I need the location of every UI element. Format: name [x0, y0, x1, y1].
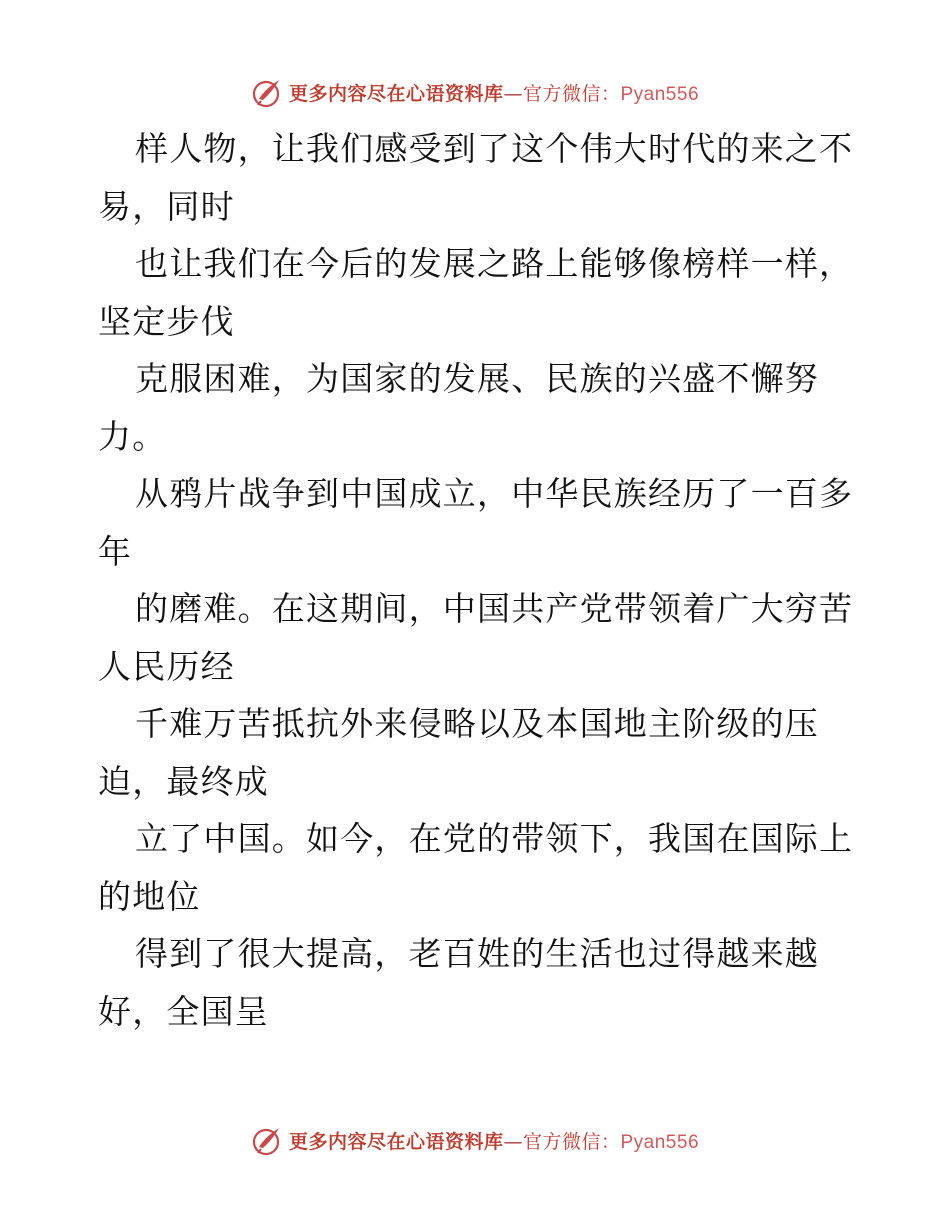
text-line: 好，全国呈 — [98, 991, 269, 1031]
quill-pen-logo-icon — [251, 75, 285, 109]
text-line: 也让我们在今后的发展之路上能够像榜样一样， — [135, 244, 854, 283]
banner-text — [289, 1127, 699, 1154]
text-line: 坚定步伐 — [98, 301, 235, 341]
document-body — [98, 120, 868, 1040]
banner-brand: 更多内容尽在心语资料库 — [288, 82, 504, 105]
banner-wechat-label: 官方微信： — [522, 1130, 621, 1153]
banner-dash: — — [503, 82, 523, 105]
text-line: 立了中国。如今，在党的带领下，我国在国际上 — [135, 819, 854, 858]
banner-wechat-id: Pyan556 — [620, 1131, 700, 1153]
banner-dash: — — [503, 1130, 523, 1153]
banner-wechat-label: 官方微信： — [522, 82, 621, 105]
text-line: 克服困难，为国家的发展、民族的兴盛不懈努 — [135, 359, 819, 398]
text-line: 得到了很大提高，老百姓的生活也过得越来越 — [135, 934, 819, 973]
text-line: 的地位 — [98, 876, 201, 916]
quill-pen-logo-icon — [251, 1123, 285, 1157]
banner-wechat-id: Pyan556 — [620, 83, 700, 105]
text-line: 样人物，让我们感受到了这个伟大时代的来之不 — [135, 129, 854, 168]
text-line: 易，同时 — [98, 186, 235, 226]
footer-banner — [0, 1120, 950, 1160]
header-banner — [0, 72, 950, 112]
text-line: 年 — [98, 531, 133, 571]
text-line: 的磨难。在这期间，中国共产党带领着广大穷苦 — [135, 589, 854, 628]
text-line: 人民历经 — [98, 646, 235, 686]
text-line: 迫，最终成 — [98, 761, 269, 801]
text-line: 力。 — [98, 416, 167, 456]
text-line: 千难万苦抵抗外来侵略以及本国地主阶级的压 — [135, 704, 819, 743]
text-line: 从鸦片战争到中国成立，中华民族经历了一百多 — [135, 474, 854, 513]
banner-text — [289, 79, 699, 106]
banner-brand: 更多内容尽在心语资料库 — [288, 1130, 504, 1153]
